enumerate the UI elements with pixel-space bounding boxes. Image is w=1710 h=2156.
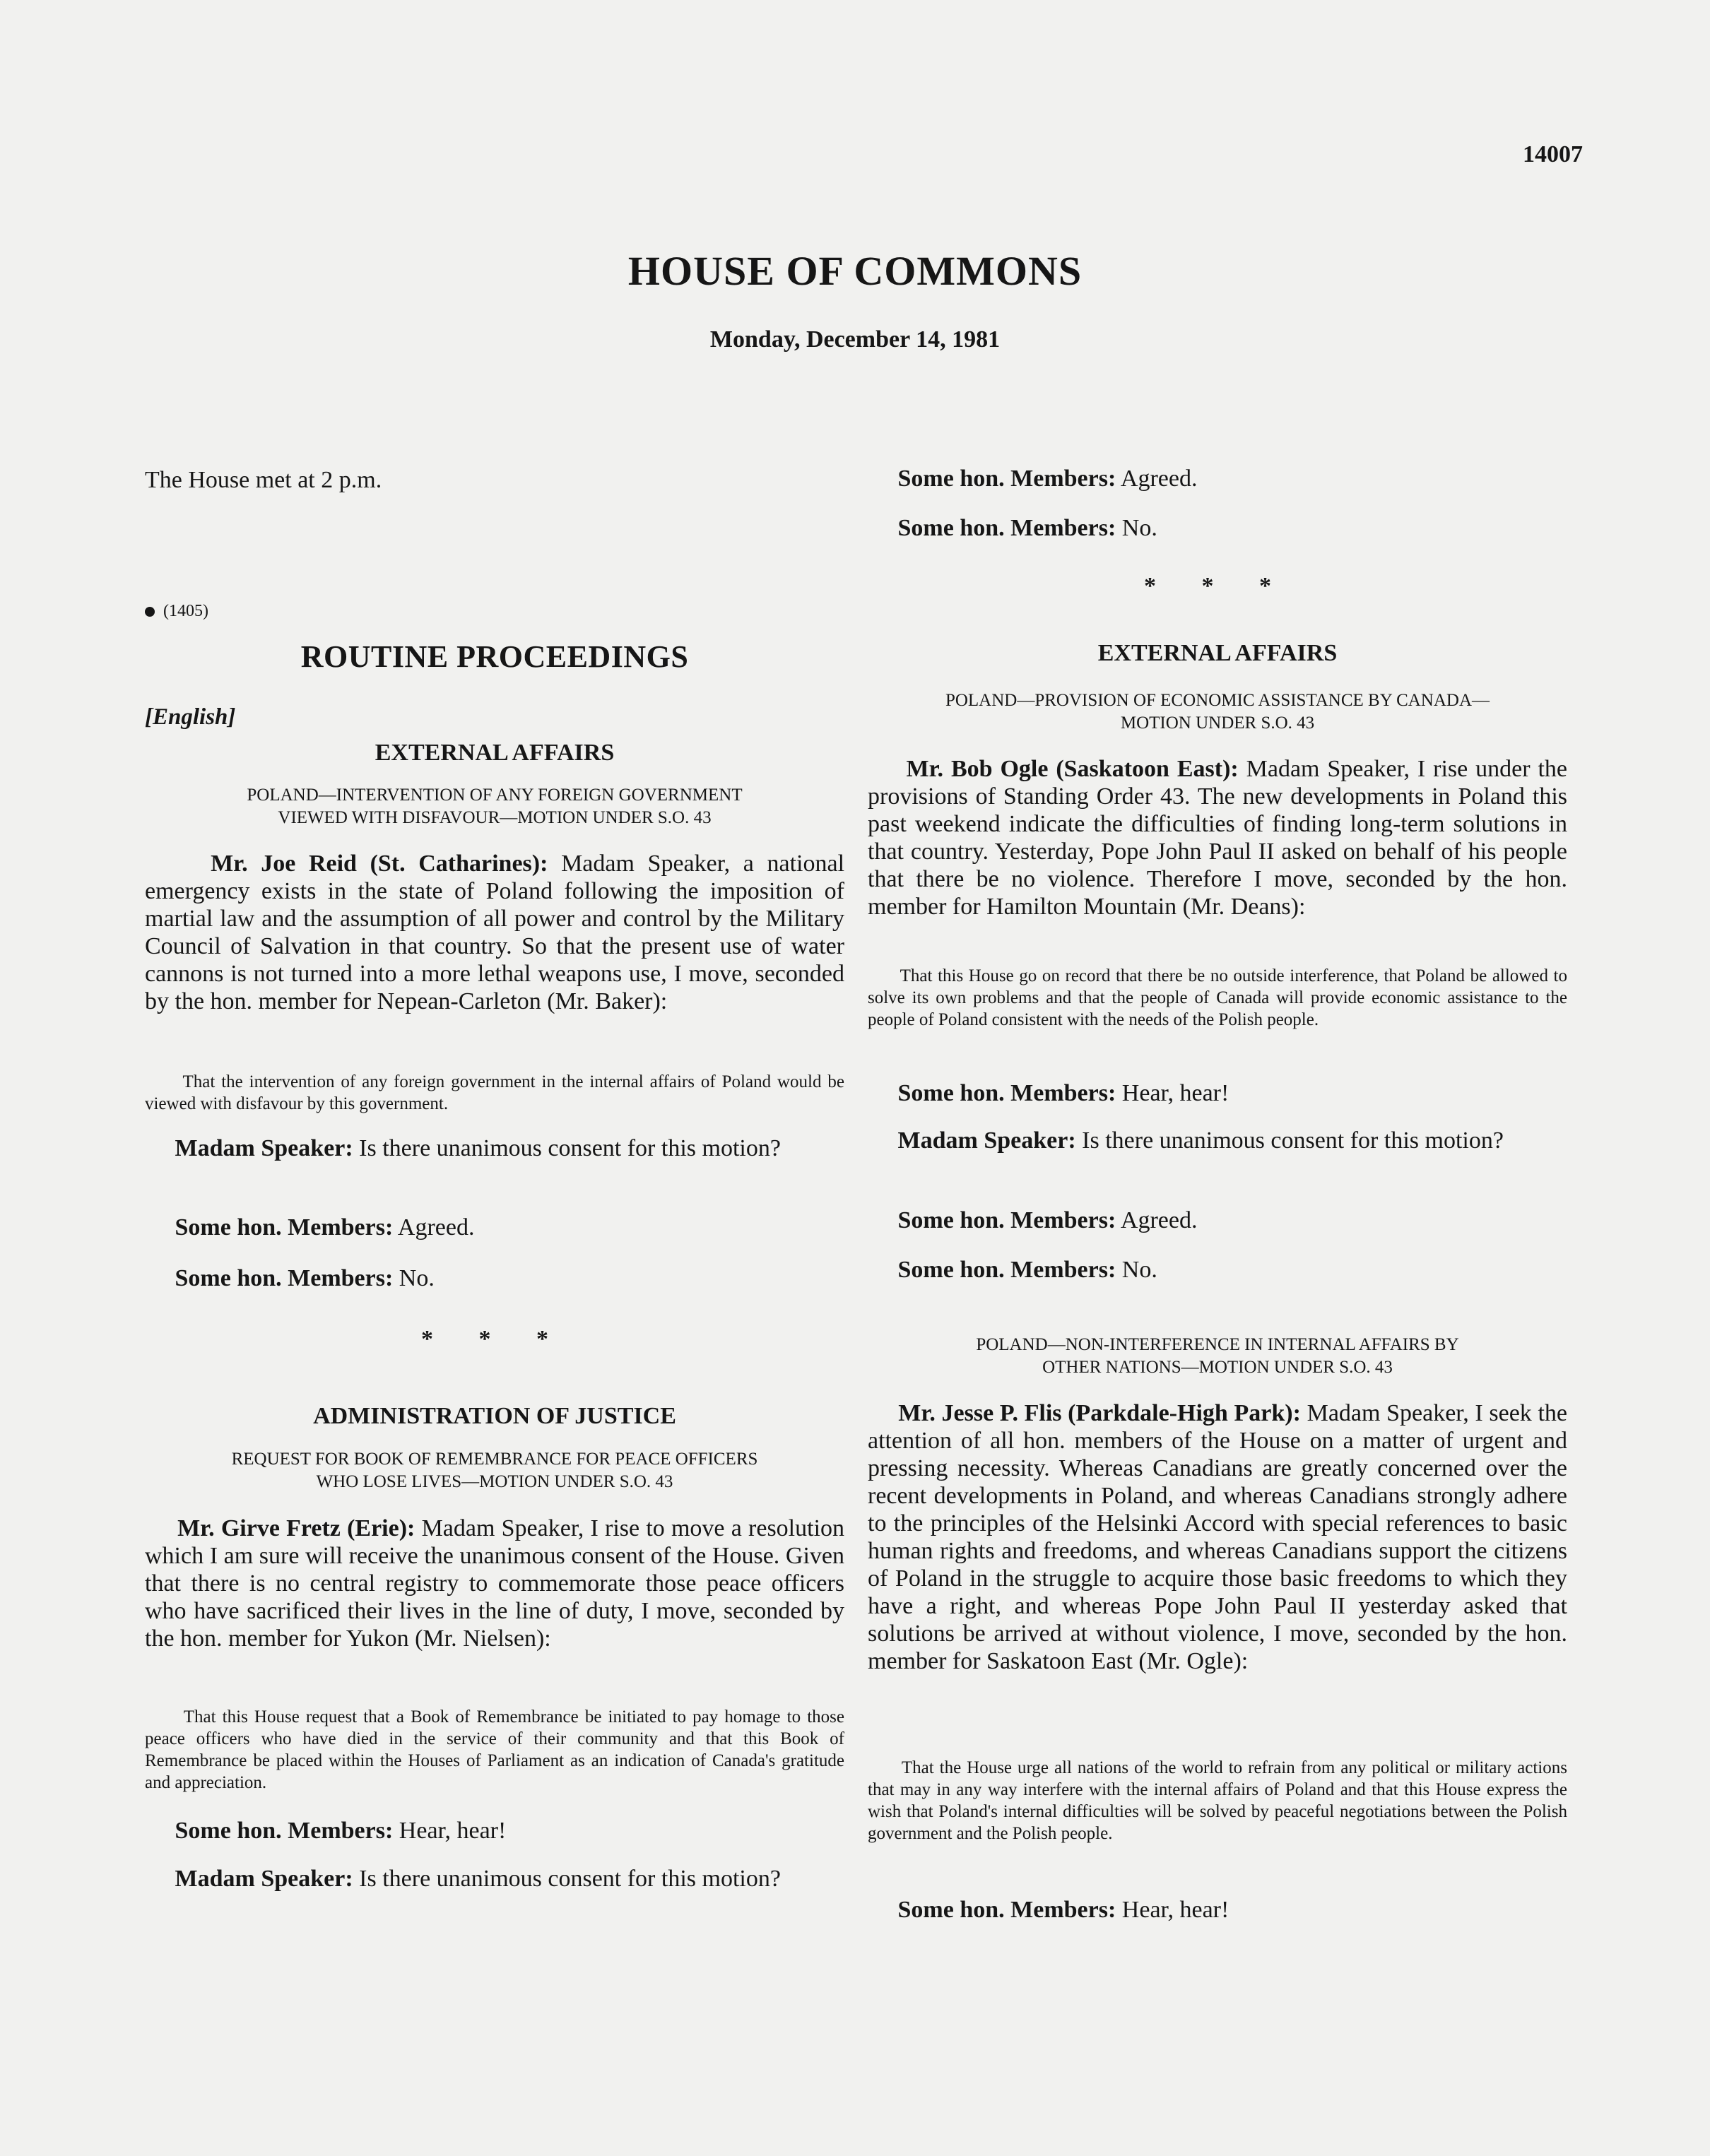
motion-body: That this House request that a Book of Remembrance be initiated to pay homage to those peace officers who have died in the service of their community and that this Book of Remembrance be placed within the Houses of Parliament as an indication of Canada's gratitude and appreciation. [145,1707,844,1792]
motion-text [145,1071,844,1115]
speech-paragraph [145,850,844,1015]
speaker-name: Some hon. Members: [897,1080,1116,1106]
motion-body: That the intervention of any foreign government in the internal affairs of Poland would be viewed with disfavour by this government. [145,1072,845,1113]
section-subheading: OTHER NATIONS—MOTION UNDER S.O. 43 [1042,1358,1393,1377]
response-text: No. [1121,1257,1157,1283]
response-text: Hear, hear! [399,1818,507,1844]
members-response [145,1264,844,1292]
motion-text [868,1757,1567,1844]
motion-text [868,965,1567,1031]
motion-text [145,1706,844,1794]
page-title: HOUSE OF COMMONS [627,248,1083,294]
speaker-name: Madam Speaker: [175,1135,353,1161]
speech-text: Madam Speaker, a national emergency exists in the state of Poland following the imposition of martial law and the assumption of all power and control by the Military Council of Salvation in that country. So that the present use of water cannons is not turned into a more lethal weapons use, I move, seconded by the hon. member for Nepean-Carleton (Mr. Baker): [145,851,845,1014]
speaker-name: Some hon. Members: [897,1897,1116,1923]
section-subheading: REQUEST FOR BOOK OF REMEMBRANCE FOR PEACE OFFICERS [231,1450,758,1469]
speech-paragraph [868,1399,1567,1675]
speaker-name: Mr. Bob Ogle (Saskatoon East): [906,756,1239,782]
section-heading: EXTERNAL AFFAIRS [1097,640,1338,666]
speech-text: Madam Speaker, I rise to move a resolution which I am sure will receive the unanimous consent of the House. Given that there is no central registry to commemorate those peace officers who have sacrificed their lives in the line of duty, I move, seconded by the hon. member for Yukon (Mr. Nielsen): [145,1515,845,1652]
question-text: Is there unanimous consent for this motion? [359,1135,781,1161]
motion-body: That this House go on record that there be no outside interference, that Poland be allowed to solve its own problems and that the people of Canada will provide economic assistance to the people of Poland consistent with the needs of the Polish people. [868,966,1568,1029]
members-response [868,465,1567,492]
time-marker [145,598,844,625]
speaker-question [145,1135,844,1162]
response-text: Hear, hear! [1121,1080,1230,1106]
speaker-name: Some hon. Members: [897,1207,1116,1233]
response-text: No. [399,1265,435,1291]
members-response [868,514,1567,542]
section-separator: * * * [1144,573,1291,599]
question-text: Is there unanimous consent for this motion? [1082,1127,1504,1154]
speaker-name: Mr. Jesse P. Flis (Parkdale-High Park): [898,1400,1301,1426]
speaker-name: Some hon. Members: [897,466,1116,492]
section-subheading: WHO LOSE LIVES—MOTION UNDER S.O. 43 [316,1472,673,1491]
motion-body: That the House urge all nations of the world to refrain from any political or military actions that may in any way interfere with the internal affairs of Poland and that this House express the wish that Poland's internal difficulties will be solved by peaceful negotiations between the Polish government and the Polish people. [868,1758,1567,1843]
section-heading: EXTERNAL AFFAIRS [375,740,615,766]
response-text: Agreed. [397,1214,475,1240]
speaker-name: Mr. Joe Reid (St. Catharines): [211,851,548,877]
speech-paragraph [868,755,1567,920]
speaker-name: Some hon. Members: [897,1257,1116,1283]
members-response [868,1896,1567,1924]
question-text: Is there unanimous consent for this motion? [359,1866,781,1892]
response-text: Agreed. [1120,466,1198,492]
language-tag: [English] [145,704,236,730]
speaker-name: Mr. Girve Fretz (Erie): [177,1515,415,1541]
speaker-name: Some hon. Members: [175,1265,394,1291]
speaker-name: Madam Speaker: [897,1127,1076,1154]
section-heading: ADMINISTRATION OF JUSTICE [313,1403,676,1429]
section-subheading: VIEWED WITH DISFAVOUR—MOTION UNDER S.O. 43 [278,808,712,827]
speaker-question [145,1865,844,1893]
page-number: 14007 [1523,141,1583,167]
speaker-question [868,1127,1567,1154]
section-subheading: MOTION UNDER S.O. 43 [1120,713,1315,733]
time-marker-label: (1405) [163,602,208,620]
members-response [868,1256,1567,1284]
members-response [868,1079,1567,1107]
section-subheading: POLAND—NON-INTERFERENCE IN INTERNAL AFFAIRS BY [976,1335,1459,1354]
response-text: Agreed. [1120,1207,1198,1233]
members-response [145,1214,844,1241]
speech-paragraph [145,1515,844,1652]
speech-text: Madam Speaker, I seek the attention of all hon. members of the House on a matter of urgent and pressing necessity. Whereas Canadians are greatly concerned over the recent developments in Poland, and whereas Canadians strongly adhere to the principles of the Helsinki Accord with special references to basic human rights and freedoms, and whereas Canadians support the citizens of Poland in the struggle to acquire those basic freedoms to which they have a right, and whereas Pope John Paul II yesterday asked that solutions be arrived at without violence, I move, seconded by the hon. member for Saskatoon East (Mr. Ogle): [868,1400,1568,1674]
members-response [868,1207,1567,1234]
section-separator: * * * [421,1326,568,1352]
sitting-date: Monday, December 14, 1981 [709,326,1001,353]
response-text: Hear, hear! [1121,1897,1230,1923]
section-subheading: POLAND—PROVISION OF ECONOMIC ASSISTANCE BY CANADA— [945,691,1490,710]
speaker-name: Some hon. Members: [175,1818,394,1844]
speaker-name: Some hon. Members: [897,515,1116,541]
house-met-text: The House met at 2 p.m. [145,467,382,493]
members-response [145,1817,844,1844]
routine-proceedings-heading: ROUTINE PROCEEDINGS [300,639,689,674]
bullet-icon [145,607,155,617]
speech-text: Madam Speaker, I rise under the provisions of Standing Order 43. The new developments in Poland this past weekend indicate the difficulties of finding long-term solutions in that country. Yesterday, Pope John Paul II asked on behalf of his people that there be no violence. Therefore I move, seconded by the hon. member for Hamilton Mountain (Mr. Deans): [868,756,1567,920]
section-subheading: POLAND—INTERVENTION OF ANY FOREIGN GOVERNMENT [247,786,743,805]
speaker-name: Madam Speaker: [175,1866,353,1892]
speaker-name: Some hon. Members: [175,1214,394,1240]
response-text: No. [1121,515,1157,541]
